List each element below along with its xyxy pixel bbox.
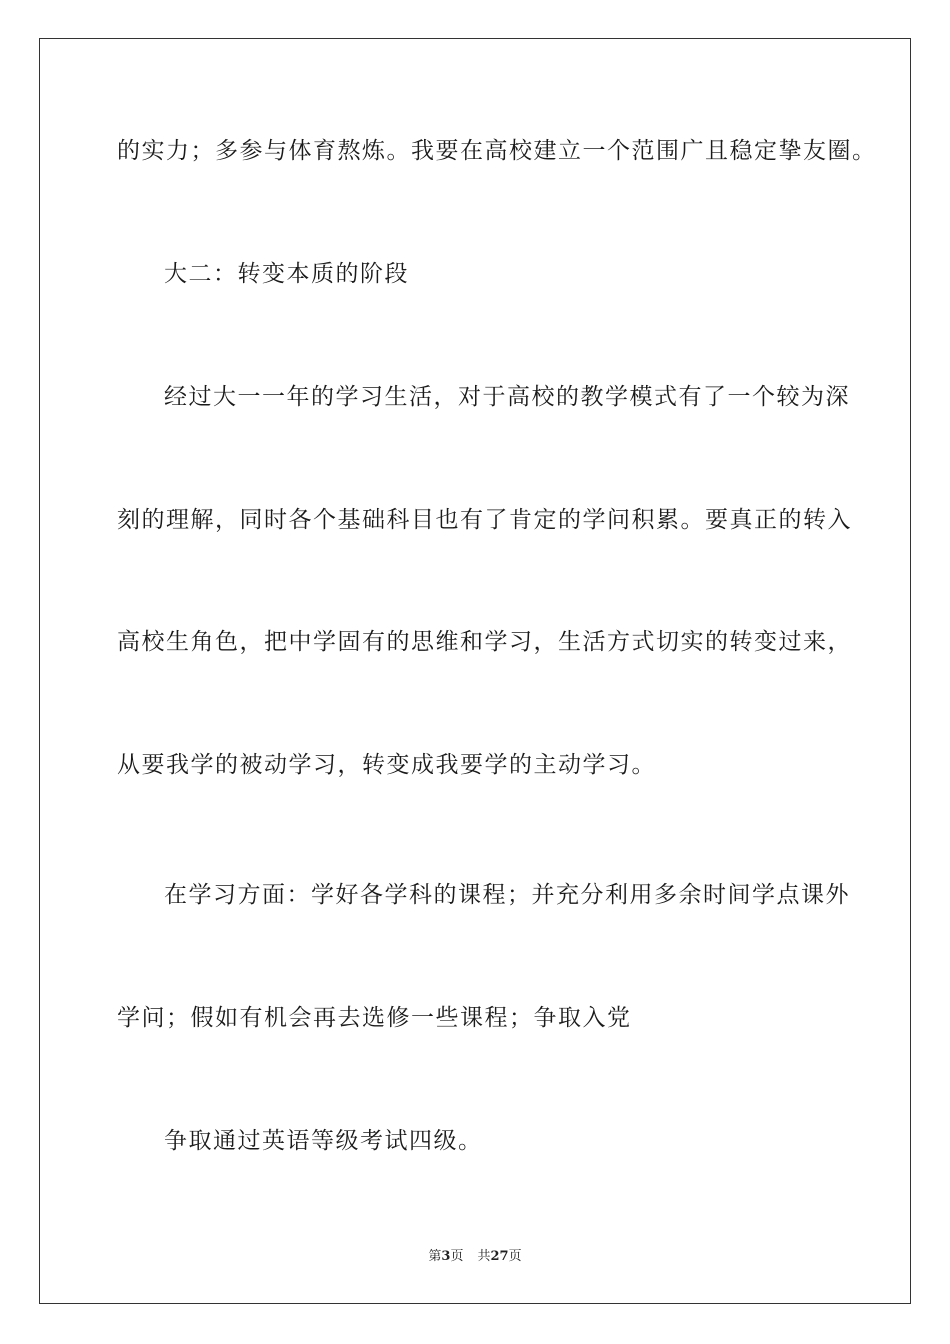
paragraph-first-line: 在学习方面：学好各学科的课程；并充分利用多余时间学点课外 (164, 882, 850, 908)
section-heading: 大二：转变本质的阶段 (164, 261, 409, 287)
footer-page-unit: 页 (450, 1249, 464, 1264)
body-line: 从要我学的被动学习，转变成我要学的主动学习。 (117, 752, 656, 778)
footer-total-unit: 页 (508, 1249, 522, 1264)
footer-page-total: 27 (490, 1249, 509, 1264)
body-line: 高校生角色，把中学固有的思维和学习，生活方式切实的转变过来， (117, 629, 852, 655)
body-line: 的实力；多参与体育熬炼。我要在高校建立一个范围广且稳定挚友圈。 (117, 138, 877, 164)
footer-total-prefix: 共 (477, 1249, 491, 1264)
page-border (39, 38, 911, 1304)
body-line: 刻的理解，同时各个基础科目也有了肯定的学问积累。要真正的转入 (117, 507, 852, 533)
page-footer (0, 1248, 950, 1266)
paragraph-first-line: 经过大一一年的学习生活，对于高校的教学模式有了一个较为深 (164, 384, 850, 410)
footer-page-prefix: 第 (428, 1249, 442, 1264)
body-line: 学问；假如有机会再去选修一些课程；争取入党 (117, 1005, 632, 1031)
paragraph-first-line: 争取通过英语等级考试四级。 (164, 1128, 483, 1154)
footer-page-current: 3 (441, 1249, 451, 1264)
